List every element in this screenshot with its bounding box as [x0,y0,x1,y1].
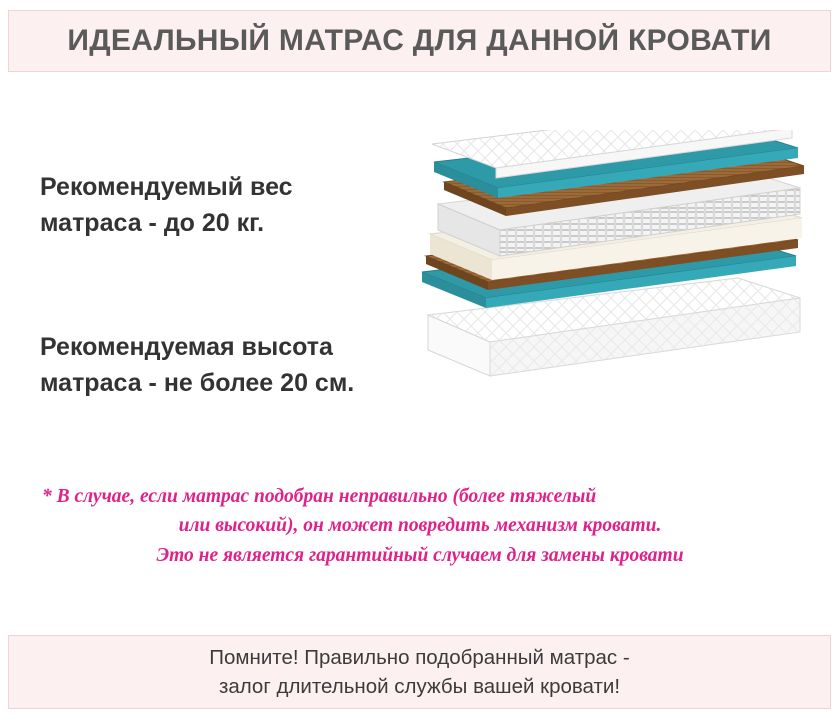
mattress-layers-illustration [408,130,808,430]
footer-line-2: залог длительной службы вашей кровати! [218,675,621,698]
warning-line-3: Это не является гарантийный случаем для замены кровати [156,544,684,566]
page-title: ИДЕАЛЬНЫЙ МАТРАС ДЛЯ ДАННОЙ КРОВАТИ [67,24,772,57]
footer-line-1: Помните! Правильно подобранный матрас - [209,645,630,669]
recommended-height-text: Рекомендуемая высота матраса - не более 20 см. [40,333,355,397]
warning-line-1: * В случае, если матрас подобран неправильно (более тяжелый [42,486,597,507]
warning-note [30,482,810,570]
recommended-weight-text: Рекомендуемый вес матраса - до 20 кг. [40,173,293,237]
footer-banner [8,635,831,709]
header-banner [8,10,831,72]
mattress-diagram-svg [408,130,808,430]
warning-line-2: или высокий), он может повредить механизм кровати. [178,515,662,537]
